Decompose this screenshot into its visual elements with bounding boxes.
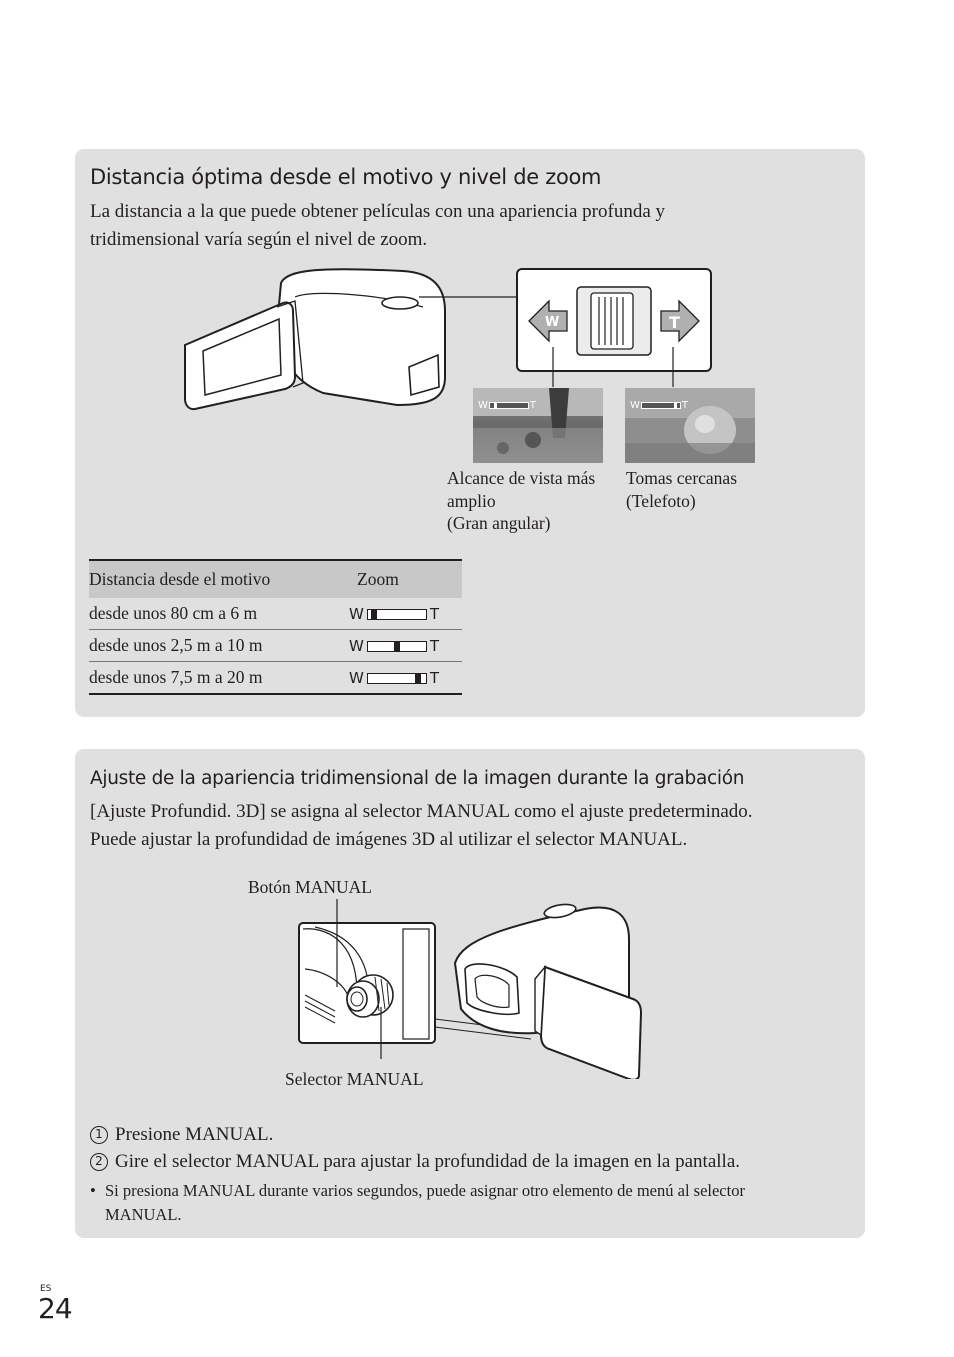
step-text: Presione MANUAL. bbox=[115, 1124, 274, 1145]
table-header-zoom: Zoom bbox=[349, 560, 462, 598]
zoom-level-mark bbox=[394, 642, 400, 651]
zoom-level-mark bbox=[371, 610, 377, 619]
section-title: Ajuste de la apariencia tridimensional de la imagen durante la grabación bbox=[90, 768, 745, 789]
step-number: 2 bbox=[90, 1153, 108, 1171]
manual-dial-illustration bbox=[295, 899, 645, 1079]
section-title: Distancia óptima desde el motivo y nivel de zoom bbox=[90, 165, 602, 189]
zoom-cell: W T bbox=[349, 630, 462, 662]
table-header-distance: Distancia desde el motivo bbox=[89, 560, 349, 598]
section-body: [Ajuste Profundid. 3D] se asigna al selector MANUAL como el ajuste predeterminado. Puede ajustar la profundidad de imágenes 3D al utilizar el selector MANUAL. bbox=[90, 801, 753, 850]
distance-cell: desde unos 7,5 m a 20 m bbox=[89, 662, 349, 695]
wide-angle-thumbnail bbox=[473, 388, 603, 463]
manual-dial-label: Selector MANUAL bbox=[285, 1069, 424, 1089]
note-line: MANUAL. bbox=[105, 1205, 182, 1224]
table-header-row bbox=[89, 560, 462, 598]
note bbox=[90, 1179, 745, 1227]
language-code: ES bbox=[40, 1284, 52, 1294]
manual-button-label: Botón MANUAL bbox=[248, 877, 372, 897]
wide-angle-caption: Alcance de vista más amplio (Gran angular) bbox=[447, 468, 596, 533]
note-line: Si presiona MANUAL durante varios segundos, puede asignar otro elemento de menú al selector bbox=[105, 1181, 745, 1200]
telephoto-caption: Tomas cercanas (Telefoto) bbox=[626, 468, 738, 511]
telephoto-thumbnail bbox=[625, 388, 755, 463]
step-1 bbox=[90, 1121, 745, 1148]
zoom-distance-table bbox=[89, 559, 462, 695]
page-number: 24 bbox=[38, 1292, 72, 1325]
step-text: Gire el selector MANUAL para ajustar la profundidad de la imagen en la pantalla. bbox=[115, 1151, 740, 1172]
zoom-cell: W T bbox=[349, 598, 462, 630]
step-2 bbox=[90, 1148, 745, 1175]
lever-tele-label: T bbox=[669, 313, 680, 332]
zoom-level-mark bbox=[494, 403, 497, 408]
depth-zoom-panel bbox=[75, 149, 865, 717]
distance-cell: desde unos 80 cm a 6 m bbox=[89, 598, 349, 630]
section-body: La distancia a la que puede obtener películas con una apariencia profunda y tridimensional varía según el nivel de zoom. bbox=[90, 201, 666, 250]
table-row bbox=[89, 630, 462, 662]
instruction-steps bbox=[90, 1121, 745, 1227]
thumb-zoom-indicator: W T bbox=[630, 400, 688, 411]
table-row bbox=[89, 598, 462, 630]
distance-cell: desde unos 2,5 m a 10 m bbox=[89, 630, 349, 662]
bullet: • bbox=[90, 1181, 96, 1200]
table-row bbox=[89, 662, 462, 695]
zoom-level-mark bbox=[674, 403, 677, 408]
manual-dial-panel bbox=[75, 749, 865, 1238]
thumb-zoom-indicator: W T bbox=[478, 400, 536, 411]
step-number: 1 bbox=[90, 1126, 108, 1144]
lever-wide-label: W bbox=[545, 315, 560, 330]
zoom-level-mark bbox=[415, 674, 421, 683]
zoom-cell: W T bbox=[349, 662, 462, 695]
